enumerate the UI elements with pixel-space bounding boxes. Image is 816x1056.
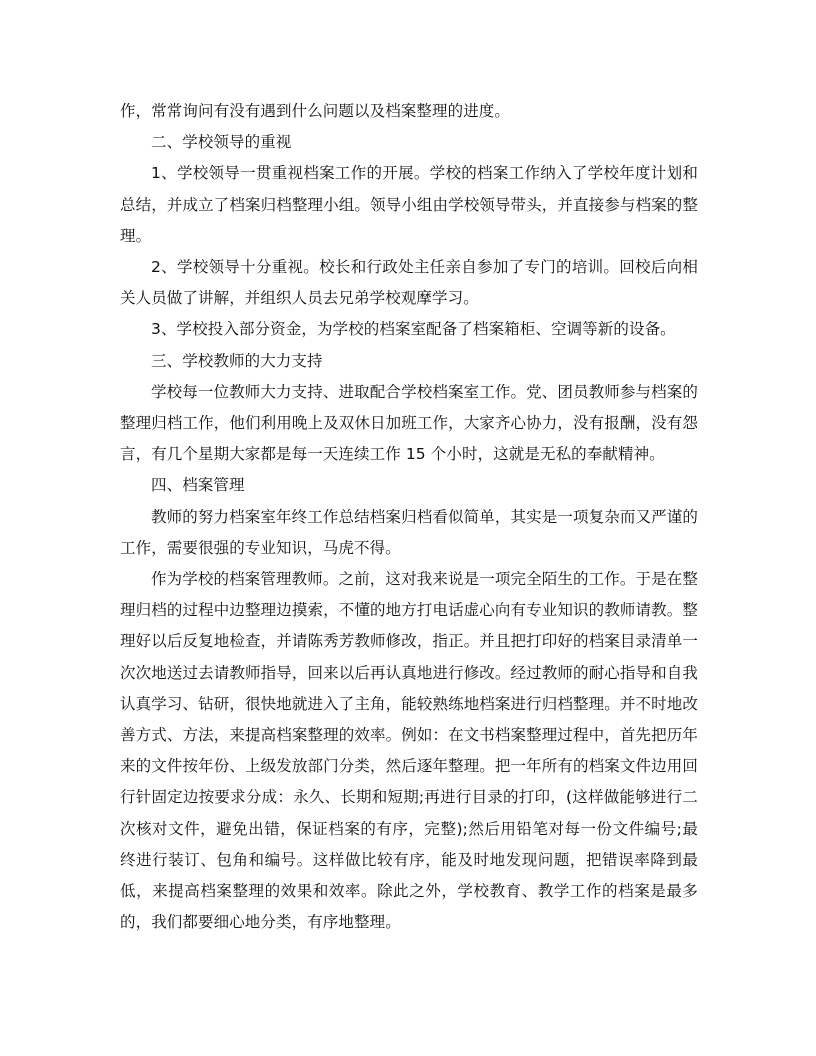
section-heading-leadership: 二、学校领导的重视 (151, 133, 292, 152)
paragraph-continuation: 作，常常询问有没有遇到什么问题以及档案整理的进度。 (120, 102, 511, 120)
section-heading-teacher-support: 三、学校教师的大力支持 (151, 351, 323, 370)
paragraph-leadership-3: 3、学校投入部分资金，为学校的档案室配备了档案箱柜、空调等新的设备。 (151, 320, 676, 339)
paragraph-leadership-2: 2、学校领导十分重视。校长和行政处主任亲自参加了专门的培训。回校后向相关人员做了讲解，并组织人员去兄弟学校观摩学习。 (120, 258, 698, 308)
document-body (120, 96, 698, 938)
paragraph-archive-management-1: 教师的努力档案室年终工作总结档案归档看似简单，其实是一项复杂而又严谨的工作，需要很强的专业知识，马虎不得。 (120, 507, 698, 557)
paragraph-teacher-support: 学校每一位教师大力支持、进取配合学校档案室工作。党、团员教师参与档案的整理归档工作，他们利用晚上及双休日加班工作，大家齐心协力，没有报酬，没有怨言，有几个星期大家都是每一天连续工作 15 个小时，这就是无私的奉献精神。 (120, 382, 698, 464)
paragraph-archive-management-2: 作为学校的档案管理教师。之前，这对我来说是一项完全陌生的工作。于是在整理归档的过程中边整理边摸索，不懂的地方打电话虚心向有专业知识的教师请教。整理好以后反复地检查，并请陈秀芳教师修改，指正。并且把打印好的档案目录清单一次次地送过去请教师指导，回来以后再认真地进行修改。经过教师的耐心指导和自我认真学习、钻研，很快地就进入了主角，能较熟练地档案进行归档整理。并不时地改善方式、方法，来提高档案整理的效率。例如：在文书档案整理过程中，首先把历年来的文件按年份、上级发放部门分类，然后逐年整理。把一年所有的档案文件边用回行针固定边按要求分成：永久、长期和短期;再进行目录的打印，(这样做能够进行二次核对文件，避免出错，保证档案的有序，完整);然后用铅笔对每一份文件编号;最终进行装订、包角和编号。这样做比较有序，能及时地发现问题，把错误率降到最低，来提高档案整理的效果和效率。除此之外，学校教育、教学工作的档案是最多的，我们都要细心地分类，有序地整理。 (120, 570, 698, 932)
paragraph-leadership-1: 1、学校领导一贯重视档案工作的开展。学校的档案工作纳入了学校年度计划和总结，并成立了档案归档整理小组。领导小组由学校领导带头，并直接参与档案的整理。 (120, 164, 698, 245)
section-heading-archive-management: 四、档案管理 (151, 476, 245, 495)
